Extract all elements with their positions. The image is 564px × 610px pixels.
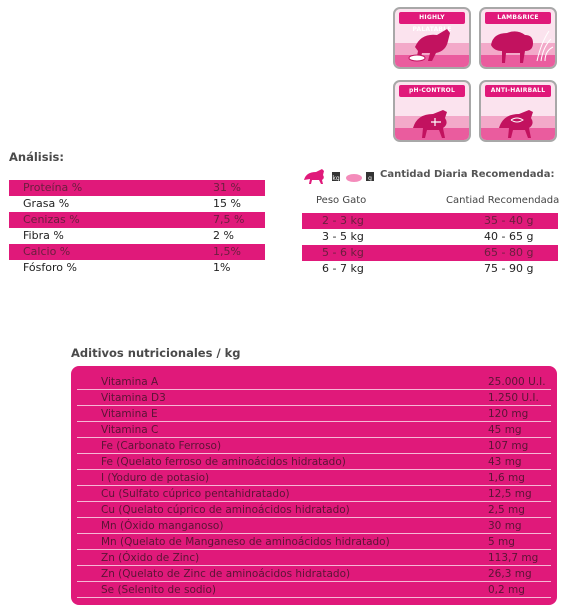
aditivo-row bbox=[77, 392, 551, 406]
badge-label: ANTI-HAIRBALL bbox=[485, 85, 551, 97]
svg-text:kg: kg bbox=[332, 175, 340, 182]
analisis-row bbox=[9, 180, 265, 196]
analisis-row bbox=[9, 260, 265, 276]
cantidad-value: 65 - 80 g bbox=[484, 246, 534, 259]
aditivo-name: Se (Selenito de sodio) bbox=[101, 584, 216, 596]
cat-ph-icon bbox=[395, 82, 471, 142]
aditivo-name: Cu (Quelato cúprico de aminoácidos hidratado) bbox=[101, 504, 350, 516]
aditivo-qty: 30 mg bbox=[488, 520, 522, 532]
aditivos-title: Aditivos nutricionales / kg bbox=[71, 346, 241, 360]
aditivo-name: I (Yoduro de potasio) bbox=[101, 472, 210, 484]
analisis-name: Grasa % bbox=[23, 197, 70, 210]
aditivo-row bbox=[77, 408, 551, 422]
cantidad-row bbox=[302, 213, 558, 229]
cantidad-value: 35 - 40 g bbox=[484, 214, 534, 227]
aditivo-row bbox=[77, 552, 551, 566]
aditivo-name: Mn (Quelato de Manganeso de aminoácidos hidratado) bbox=[101, 536, 390, 548]
badge-ph-control bbox=[393, 80, 471, 142]
aditivo-qty: 5 mg bbox=[488, 536, 515, 548]
aditivo-row bbox=[77, 376, 551, 390]
aditivo-qty: 26,3 mg bbox=[488, 568, 532, 580]
aditivo-name: Mn (Óxido manganoso) bbox=[101, 520, 224, 532]
aditivo-row bbox=[77, 536, 551, 550]
aditivo-row bbox=[77, 424, 551, 438]
cantidad-value: 40 - 65 g bbox=[484, 230, 534, 243]
analisis-row bbox=[9, 228, 265, 244]
analisis-row bbox=[9, 212, 265, 228]
aditivo-row bbox=[77, 472, 551, 486]
analisis-row bbox=[9, 196, 265, 212]
analisis-value: 15 % bbox=[213, 197, 241, 210]
analisis-name: Cenizas % bbox=[23, 213, 80, 226]
aditivo-row bbox=[77, 584, 551, 598]
aditivo-row bbox=[77, 568, 551, 582]
aditivo-qty: 1,6 mg bbox=[488, 472, 525, 484]
peso-value: 3 - 5 kg bbox=[322, 230, 364, 243]
col-peso-gato: Peso Gato bbox=[316, 195, 367, 206]
aditivo-name: Vitamina E bbox=[101, 408, 158, 420]
badge-anti-hairball bbox=[479, 80, 557, 142]
analisis-name: Fibra % bbox=[23, 229, 64, 242]
aditivo-qty: 1.250 U.I. bbox=[488, 392, 539, 404]
analisis-value: 2 % bbox=[213, 229, 234, 242]
cat-bowl-scale-icon bbox=[302, 168, 380, 184]
aditivo-qty: 25.000 U.I. bbox=[488, 376, 546, 388]
analisis-title: Análisis: bbox=[9, 150, 64, 164]
cantidad-row bbox=[302, 229, 558, 245]
svg-text:g: g bbox=[368, 175, 372, 182]
analisis-row bbox=[9, 244, 265, 260]
badge-lamb-rice bbox=[479, 7, 557, 69]
aditivo-qty: 2,5 mg bbox=[488, 504, 525, 516]
badge-label: LAMB&RICE bbox=[485, 12, 551, 24]
aditivo-qty: 107 mg bbox=[488, 440, 529, 452]
aditivo-name: Vitamina D3 bbox=[101, 392, 166, 404]
cantidad-value: 75 - 90 g bbox=[484, 262, 534, 275]
peso-value: 5 - 6 kg bbox=[322, 246, 364, 259]
cantidad-row bbox=[302, 261, 558, 277]
lamb-rice-icon bbox=[481, 9, 557, 69]
aditivo-qty: 113,7 mg bbox=[488, 552, 539, 564]
aditivo-name: Zn (Óxido de Zinc) bbox=[101, 552, 200, 564]
badge-label: HIGHLY PALATABLE bbox=[399, 12, 465, 24]
col-cantidad-recomendada: Cantiad Recomendada bbox=[446, 195, 560, 206]
aditivo-name: Vitamina A bbox=[101, 376, 159, 388]
aditivo-name: Fe (Quelato ferroso de aminoácidos hidratado) bbox=[101, 456, 346, 468]
analisis-value: 1% bbox=[213, 261, 231, 274]
badge-label: pH-CONTROL bbox=[399, 85, 465, 97]
aditivo-name: Zn (Quelato de Zinc de aminoácidos hidratado) bbox=[101, 568, 351, 580]
peso-value: 2 - 3 kg bbox=[322, 214, 364, 227]
aditivos-table bbox=[71, 366, 557, 605]
aditivo-row bbox=[77, 456, 551, 470]
aditivo-name: Cu (Sulfato cúprico pentahidratado) bbox=[101, 488, 290, 500]
aditivo-qty: 45 mg bbox=[488, 424, 522, 436]
analisis-value: 1,5% bbox=[213, 245, 241, 258]
aditivo-row bbox=[77, 504, 551, 518]
analisis-value: 7,5 % bbox=[213, 213, 245, 226]
cat-hairball-icon bbox=[481, 82, 557, 142]
aditivo-name: Vitamina C bbox=[101, 424, 159, 436]
aditivo-row bbox=[77, 520, 551, 534]
cantidad-row bbox=[302, 245, 558, 261]
aditivo-row bbox=[77, 488, 551, 502]
aditivo-qty: 0,2 mg bbox=[488, 584, 525, 596]
peso-value: 6 - 7 kg bbox=[322, 262, 364, 275]
analisis-name: Calcio % bbox=[23, 245, 71, 258]
aditivo-qty: 120 mg bbox=[488, 408, 529, 420]
cantidad-title: Cantidad Diaria Recomendada: bbox=[380, 169, 555, 180]
aditivo-name: Fe (Carbonato Ferroso) bbox=[101, 440, 222, 452]
analisis-value: 31 % bbox=[213, 181, 241, 194]
badge-highly-palatable bbox=[393, 7, 471, 69]
analisis-name: Fósforo % bbox=[23, 261, 77, 274]
aditivo-qty: 12,5 mg bbox=[488, 488, 532, 500]
cat-eating-icon bbox=[395, 9, 471, 69]
analisis-name: Proteína % bbox=[23, 181, 83, 194]
aditivo-qty: 43 mg bbox=[488, 456, 522, 468]
aditivo-row bbox=[77, 440, 551, 454]
